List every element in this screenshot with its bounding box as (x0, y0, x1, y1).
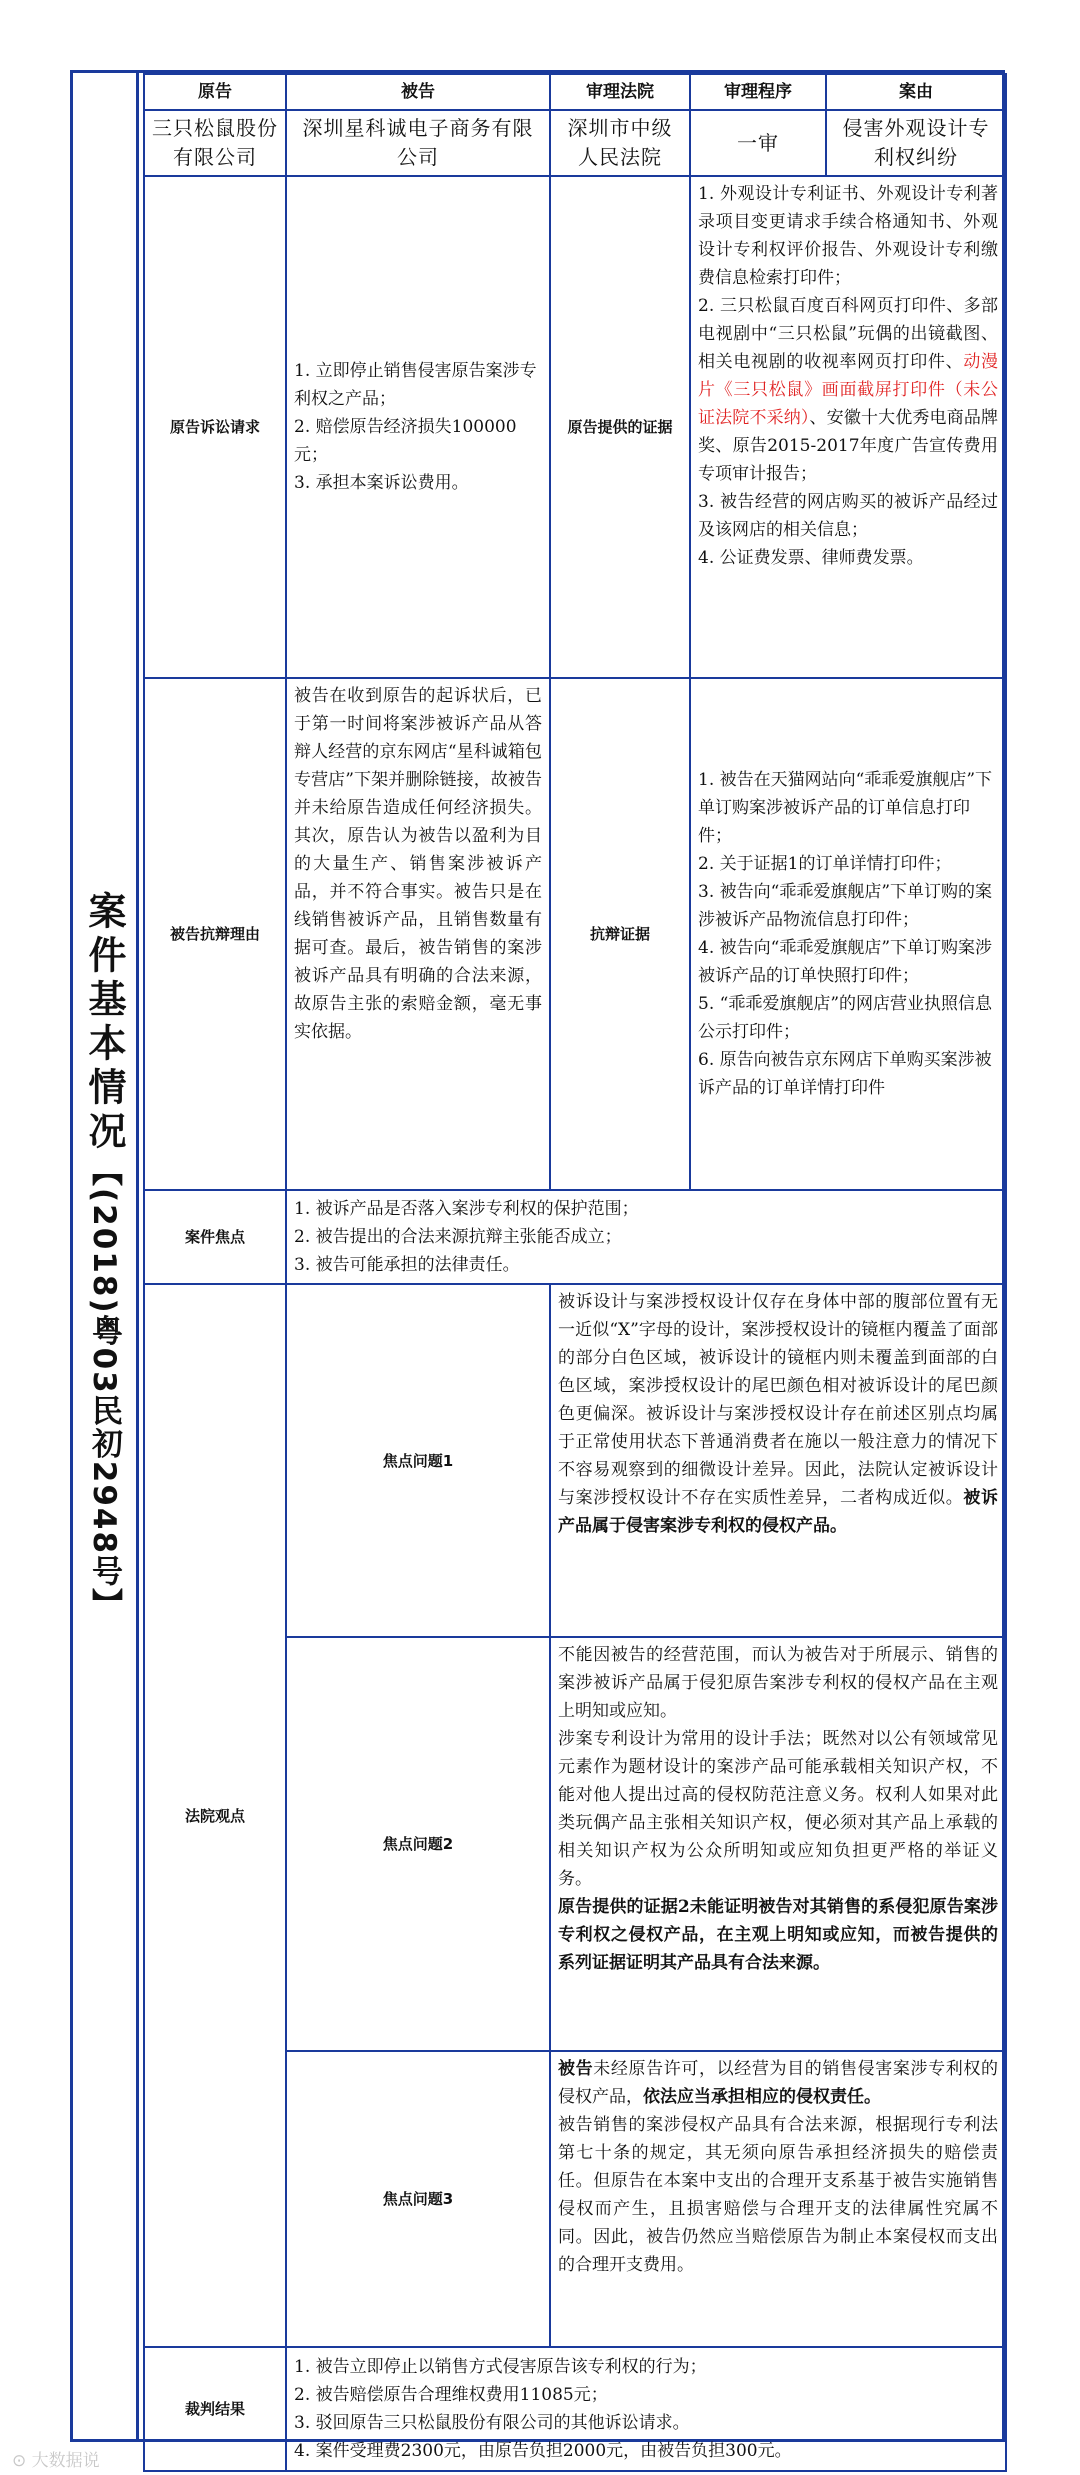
focus-question-1-text: 被诉设计与案涉授权设计仅存在身体中部的腹部位置有无一近似“X”字母的设计，案涉授权设计的镜框内覆盖了面部的部分白色区域，被诉设计的镜框内则未覆盖到面部的白色区域，案涉授权设计的尾巴颜色相对被诉设计的尾巴颜色更偏深。被诉设计与案涉授权设计存在前述区别点均属于正常使用状态下普通消费者在施以一般注意力的情况下不容易观察到的细微设计差异。因此，法院认定被诉设计与案涉授权设计不存在实质性差异，二者构成近似。被诉产品属于侵害案涉专利权的侵权产品。 (550, 1284, 1006, 1637)
plaintiff-evidence-cell (690, 176, 1006, 678)
header-cause: 案由 (826, 74, 1006, 110)
judgment-cell (286, 2347, 1006, 2471)
defense-evidence-label: 抗辩证据 (550, 678, 690, 1190)
judgment-item: 3. 驳回原告三只松鼠股份有限公司的其他诉讼请求。 (294, 2413, 690, 2433)
defense-evidence-item: 2. 关于证据1的订单详情打印件； (698, 854, 952, 874)
claim-item: 1. 立即停止销售侵害原告案涉专利权之产品； (294, 361, 537, 409)
evidence-item: 3. 被告经营的网店购买的被诉产品经过及该网店的相关信息； (698, 492, 998, 540)
claim-item: 2. 赔偿原告经济损失100000元； (294, 417, 517, 465)
court-opinion-label: 法院观点 (144, 1284, 286, 2347)
watermark: ⊙ 大数据说 (12, 2451, 100, 2471)
header-defendant: 被告 (286, 74, 550, 110)
header-plaintiff: 原告 (144, 74, 286, 110)
focus-item: 2. 被告提出的合法来源抗辩主张能否成立； (294, 1227, 622, 1247)
defense-evidence-item: 3. 被告向“乖乖爱旗舰店”下单订购的案涉被诉产品物流信息打印件； (698, 882, 993, 930)
defense-evidence-item: 4. 被告向“乖乖爱旗舰店”下单订购案涉被诉产品的订单快照打印件； (698, 938, 993, 986)
side-title-column (73, 73, 139, 2439)
case-summary-frame (70, 70, 1005, 2461)
defense-text: 被告在收到原告的起诉状后，已于第一时间将案涉被诉产品从答辩人经营的京东网店“星科诚箱包专营店”下架并删除链接，故被告并未给原告造成任何经济损失。其次，原告认为被告以盈利为目的大量生产、销售案涉被诉产品，并不符合事实。被告只是在线销售被诉产品，且销售数量有据可查。最后，被告销售的案涉被诉产品具有明确的合法来源，故原告主张的索赔金额，毫无事实依据。 (286, 678, 550, 1190)
judgment-item: 4. 案件受理费2300元，由原告负担2000元，由被告负担300元。 (294, 2441, 792, 2461)
defense-label: 被告抗辩理由 (144, 678, 286, 1190)
case-table (143, 73, 1007, 2472)
watermark-icon: ⊙ (12, 2451, 32, 2471)
judgment-item: 1. 被告立即停止以销售方式侵害原告该专利权的行为； (294, 2357, 707, 2377)
judgment-row (144, 2347, 1006, 2471)
claims-label: 原告诉讼请求 (144, 176, 286, 678)
evidence-item: 1. 外观设计专利证书、外观设计专利著录项目变更请求手续合格通知书、外观设计专利权评价报告、外观设计专利缴费信息检索打印件； (698, 184, 998, 288)
rejected-evidence-note: 动漫片《三只松鼠》画面截屏打印件（未公证法院不采纳） (698, 352, 998, 428)
procedure-value: 一审 (690, 110, 826, 176)
defense-evidence-cell (690, 678, 1006, 1190)
case-number: 【(2018)粤03民初2948号】 (86, 1154, 122, 1622)
defendant-name: 深圳星科诚电子商务有限公司 (286, 110, 550, 176)
defense-evidence-item: 5. “乖乖爱旗舰店”的网店营业执照信息公示打印件； (698, 994, 993, 1042)
defense-evidence-item: 6. 原告向被告京东网店下单购买案涉被诉产品的订单详情打印件 (698, 1050, 992, 1098)
judgment-item: 2. 被告赔偿原告合理维权费用11085元； (294, 2385, 608, 2405)
cause-value: 侵害外观设计专利权纠纷 (826, 110, 1006, 176)
claims-cell (286, 176, 550, 678)
focus-item: 3. 被告可能承担的法律责任。 (294, 1255, 520, 1275)
plaintiff-evidence-label: 原告提供的证据 (550, 176, 690, 678)
focus-question-2-label: 焦点问题2 (286, 1637, 550, 2051)
judgment-label: 裁判结果 (144, 2347, 286, 2471)
claim-item: 3. 承担本案诉讼费用。 (294, 473, 469, 493)
focus-question-3-label: 焦点问题3 (286, 2051, 550, 2347)
focus-row (144, 1190, 1006, 1284)
focus-question-3-conclusion: 依法应当承担相应的侵权责任。 (643, 2087, 881, 2107)
header-court: 审理法院 (550, 74, 690, 110)
defense-evidence-item: 1. 被告在天猫网站向“乖乖爱旗舰店”下单订购案涉被诉产品的订单信息打印件； (698, 770, 993, 846)
evidence-item: 4. 公证费发票、律师费发票。 (698, 548, 924, 568)
header-procedure: 审理程序 (690, 74, 826, 110)
defense-row (144, 678, 1006, 1190)
court-name: 深圳市中级人民法院 (550, 110, 690, 176)
focus-question-1-conclusion: 被诉产品属于侵害案涉专利权的侵权产品。 (558, 1488, 998, 1536)
side-title: 案件基本情况 (82, 890, 126, 1155)
focus-question-2-text: 不能因被告的经营范围，而认为被告对于所展示、销售的案涉被诉产品属于侵犯原告案涉专利权的侵权产品在主观上明知或应知。 涉案专利设计为常用的设计手法；既然对以公有领域常见元素作为题材设计的案涉产品可能承载相关知识产权，不能对他人提出过高的侵权防范注意义务。权利人如果对此类玩偶产品主张相关知识产权，便必须对其产品上承载的相关知识产权为公众所明知或应知负担更严格的举证义务。 原告提供的证据2未能证明被告对其销售的系侵犯原告案涉专利权之侵权产品，在主观上明知或应知，而被告提供的系列证据证明其产品具有合法来源。 (550, 1637, 1006, 2051)
focus-question-1-label: 焦点问题1 (286, 1284, 550, 1637)
focus-question-3-text: 被告未经原告许可，以经营为目的销售侵害案涉专利权的侵权产品，依法应当承担相应的侵权责任。 被告销售的案涉侵权产品具有合法来源，根据现行专利法第七十条的规定，其无须向原告承担经济损失的赔偿责任。但原告在本案中支出的合理开支系基于被告实施销售侵权而产生，且损害赔偿与合理开支的法律属性究属不同。因此，被告仍然应当赔偿原告为制止本案侵权而支出的合理开支费用。 (550, 2051, 1006, 2347)
evidence-item: 2. 三只松鼠百度百科网页打印件、多部电视剧中“三只松鼠”玩偶的出镜截图、相关电视剧的收视率网页打印件、动漫片《三只松鼠》画面截屏打印件（未公证法院不采纳）、安徽十大优秀电商品牌奖、原告2015-2017年度广告宣传费用专项审计报告； (698, 296, 999, 484)
focus-label: 案件焦点 (144, 1190, 286, 1284)
focus-question-2-conclusion: 原告提供的证据2未能证明被告对其销售的系侵犯原告案涉专利权之侵权产品，在主观上明知或应知，而被告提供的系列证据证明其产品具有合法来源。 (558, 1897, 998, 1973)
plaintiff-name: 三只松鼠股份有限公司 (144, 110, 286, 176)
focus-item: 1. 被诉产品是否落入案涉专利权的保护范围； (294, 1199, 639, 1219)
focus-cell (286, 1190, 1006, 1284)
claims-row (144, 176, 1006, 678)
header-row (144, 74, 1006, 110)
focus-question-1-row (144, 1284, 1006, 1637)
basic-info-row (144, 110, 1006, 176)
